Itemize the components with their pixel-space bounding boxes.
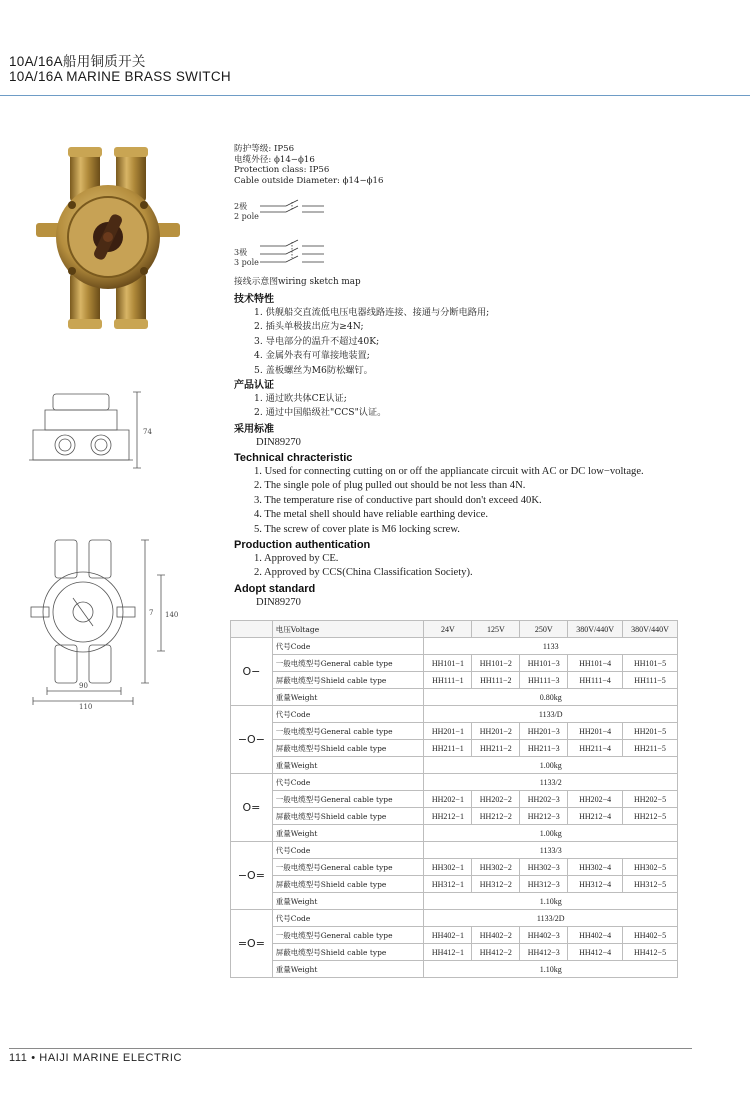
weight-label: 重量Weight xyxy=(272,825,424,842)
dim-h2: 140 xyxy=(165,611,179,619)
std-en-value: DIN89270 xyxy=(256,597,301,608)
table-row xyxy=(231,757,678,774)
table-row xyxy=(231,655,678,672)
pole3-cn: 3极 xyxy=(234,248,248,257)
table-row xyxy=(231,944,678,961)
general-cable-cell: HH302−3 xyxy=(520,859,568,876)
general-cable-cell: HH402−2 xyxy=(472,927,520,944)
table-row xyxy=(231,740,678,757)
wiring-sketch xyxy=(234,198,354,278)
table-row xyxy=(231,876,678,893)
shield-cable-cell: HH212−3 xyxy=(520,808,568,825)
weight-value: 0.80kg xyxy=(424,689,678,706)
switch-symbol-cell: O− xyxy=(231,638,273,706)
table-row xyxy=(231,672,678,689)
list-item: 2. 插头单极拔出应为≥4N; xyxy=(254,321,364,333)
std-cn-section xyxy=(234,423,714,449)
table-row xyxy=(231,638,678,655)
switch-symbol-cell: O= xyxy=(231,774,273,842)
list-item: 2. 通过中国船级社"CCS"认证。 xyxy=(254,407,387,419)
footer-rule xyxy=(9,1048,692,1049)
shield-cable-cell: HH412−3 xyxy=(520,944,568,961)
footer-brand: • HAIJI MARINE ELECTRIC xyxy=(31,1052,183,1064)
table-header-row xyxy=(231,621,678,638)
dim-w1: 90 xyxy=(79,682,88,690)
cert-cn-heading: 产品认证 xyxy=(234,380,274,391)
general-cable-cell: HH202−1 xyxy=(424,791,472,808)
list-item: 1. 供舰船交直流低电压电器线路连接、接通与分断电路用; xyxy=(254,307,490,318)
page-header xyxy=(9,54,749,84)
table-row xyxy=(231,723,678,740)
code-label: 代号Code xyxy=(272,774,424,791)
shield-cable-cell: HH312−3 xyxy=(520,876,568,893)
spec-lines xyxy=(234,144,383,186)
table-corner-cell xyxy=(231,621,273,638)
general-cable-cell: HH201−2 xyxy=(472,723,520,740)
general-cable-label: 一般电缆型号General cable type xyxy=(272,655,424,672)
cert-en-section xyxy=(234,538,714,581)
list-item: 2. Approved by CCS(China Classification Society). xyxy=(254,567,473,579)
list-item: 5. The screw of cover plate is M6 locking screw. xyxy=(254,523,460,535)
dim-w2: 110 xyxy=(79,703,93,710)
voltage-cell: 250V xyxy=(520,621,568,638)
shield-cable-cell: HH212−1 xyxy=(424,808,472,825)
cert-cn-section xyxy=(234,379,714,421)
list-item: 3. 导电部分的温升不超过40K; xyxy=(254,335,380,347)
shield-cable-cell: HH111−3 xyxy=(520,672,568,689)
product-photo xyxy=(32,143,184,333)
list-item: 4. 金属外表有可靠接地装置; xyxy=(254,350,370,362)
table-row xyxy=(231,791,678,808)
table-row xyxy=(231,774,678,791)
pole2-cn: 2极 xyxy=(234,202,248,211)
general-cable-label: 一般电缆型号General cable type xyxy=(272,859,424,876)
weight-label: 重量Weight xyxy=(272,757,424,774)
shield-cable-cell: HH312−1 xyxy=(424,876,472,893)
switch-symbol xyxy=(258,198,328,273)
list-item: 2. The single pole of plug pulled out should be not less than 4N. xyxy=(254,480,526,492)
page-footer xyxy=(9,1052,182,1064)
page-number: 111 xyxy=(9,1052,28,1064)
list-item: 1. 通过欧共体CE认证; xyxy=(254,393,347,404)
general-cable-cell: HH201−3 xyxy=(520,723,568,740)
general-cable-cell: HH101−2 xyxy=(472,655,520,672)
cert-en-heading: Production authentication xyxy=(234,539,371,551)
table-row xyxy=(231,825,678,842)
general-cable-cell: HH202−2 xyxy=(472,791,520,808)
std-cn-value: DIN89270 xyxy=(256,437,301,448)
general-cable-cell: HH101−4 xyxy=(568,655,623,672)
general-cable-cell: HH302−4 xyxy=(568,859,623,876)
list-item: 3. The temperature rise of conductive part should don't exceed 40K. xyxy=(254,494,542,506)
code-label: 代号Code xyxy=(272,842,424,859)
shield-cable-cell: HH412−2 xyxy=(472,944,520,961)
shield-cable-label: 屏蔽电缆型号Shield cable type xyxy=(272,876,424,893)
code-label: 代号Code xyxy=(272,638,424,655)
weight-label: 重量Weight xyxy=(272,689,424,706)
general-cable-cell: HH402−3 xyxy=(520,927,568,944)
general-cable-cell: HH302−1 xyxy=(424,859,472,876)
general-cable-cell: HH101−1 xyxy=(424,655,472,672)
tech-cn-section xyxy=(234,293,714,378)
shield-cable-label: 屏蔽电缆型号Shield cable type xyxy=(272,672,424,689)
title-en: 10A/16A MARINE BRASS SWITCH xyxy=(9,69,231,84)
table-row xyxy=(231,842,678,859)
shield-cable-cell: HH212−5 xyxy=(623,808,678,825)
table-row xyxy=(231,706,678,723)
spec-line: 防护等级: IP56 xyxy=(234,144,295,154)
side-view-drawing xyxy=(25,380,165,480)
title-cn: 10A/16A船用铜质开关 xyxy=(9,54,146,69)
weight-label: 重量Weight xyxy=(272,893,424,910)
header-rule xyxy=(0,95,750,96)
general-cable-cell: HH302−2 xyxy=(472,859,520,876)
voltage-cell: 125V xyxy=(472,621,520,638)
shield-cable-cell: HH111−5 xyxy=(623,672,678,689)
shield-cable-cell: HH312−4 xyxy=(568,876,623,893)
code-value: 1133 xyxy=(424,638,678,655)
weight-label: 重量Weight xyxy=(272,961,424,978)
general-cable-label: 一般电缆型号General cable type xyxy=(272,791,424,808)
table-row xyxy=(231,689,678,706)
pole3-en: 3 pole xyxy=(234,258,259,267)
spec-table xyxy=(230,620,678,978)
tech-en-heading: Technical chracteristic xyxy=(234,452,353,464)
dim-side-height: 74 xyxy=(143,428,152,436)
shield-cable-cell: HH412−4 xyxy=(568,944,623,961)
voltage-cell: 380V/440V xyxy=(568,621,623,638)
general-cable-cell: HH202−4 xyxy=(568,791,623,808)
voltage-cell: 380V/440V xyxy=(623,621,678,638)
shield-cable-cell: HH312−2 xyxy=(472,876,520,893)
list-item: 1. Approved by CE. xyxy=(254,553,339,564)
weight-value: 1.10kg xyxy=(424,893,678,910)
table-row xyxy=(231,910,678,927)
voltage-cell: 24V xyxy=(424,621,472,638)
list-item: 1. Used for connecting cutting on or off the appliancate circuit with AC or DC low−voltage. xyxy=(254,466,644,477)
general-cable-cell: HH101−5 xyxy=(623,655,678,672)
shield-cable-cell: HH211−2 xyxy=(472,740,520,757)
spec-line: Cable outside Diameter: ϕ14−ϕ16 xyxy=(234,175,384,186)
switch-symbol-cell: =O= xyxy=(231,910,273,978)
shield-cable-cell: HH211−3 xyxy=(520,740,568,757)
shield-cable-label: 屏蔽电缆型号Shield cable type xyxy=(272,808,424,825)
dim-h1: 7 xyxy=(149,609,154,617)
code-value: 1133/2 xyxy=(424,774,678,791)
general-cable-cell: HH202−3 xyxy=(520,791,568,808)
list-item: 5. 盖板螺丝为M6防松螺钉。 xyxy=(254,364,373,376)
shield-cable-label: 屏蔽电缆型号Shield cable type xyxy=(272,944,424,961)
switch-symbol-cell: −O= xyxy=(231,842,273,910)
shield-cable-cell: HH111−4 xyxy=(568,672,623,689)
weight-value: 1.00kg xyxy=(424,825,678,842)
switch-symbol-cell: −O− xyxy=(231,706,273,774)
general-cable-cell: HH302−5 xyxy=(623,859,678,876)
shield-cable-cell: HH211−5 xyxy=(623,740,678,757)
code-value: 1133/3 xyxy=(424,842,678,859)
tech-cn-heading: 技术特性 xyxy=(234,294,274,305)
shield-cable-cell: HH111−1 xyxy=(424,672,472,689)
general-cable-label: 一般电缆型号General cable type xyxy=(272,723,424,740)
code-value: 1133/2D xyxy=(424,910,678,927)
code-value: 1133/D xyxy=(424,706,678,723)
shield-cable-cell: HH412−5 xyxy=(623,944,678,961)
shield-cable-label: 屏蔽电缆型号Shield cable type xyxy=(272,740,424,757)
general-cable-cell: HH202−5 xyxy=(623,791,678,808)
table-row xyxy=(231,893,678,910)
shield-cable-cell: HH211−4 xyxy=(568,740,623,757)
general-cable-cell: HH201−5 xyxy=(623,723,678,740)
table-row xyxy=(231,927,678,944)
general-cable-cell: HH201−1 xyxy=(424,723,472,740)
shield-cable-cell: HH111−2 xyxy=(472,672,520,689)
general-cable-cell: HH402−5 xyxy=(623,927,678,944)
shield-cable-cell: HH212−4 xyxy=(568,808,623,825)
code-label: 代号Code xyxy=(272,910,424,927)
shield-cable-cell: HH211−1 xyxy=(424,740,472,757)
shield-cable-cell: HH212−2 xyxy=(472,808,520,825)
general-cable-cell: HH101−3 xyxy=(520,655,568,672)
voltage-label: 电压Voltage xyxy=(272,621,424,638)
tech-en-section xyxy=(234,451,714,537)
spec-line: Protection class: IP56 xyxy=(234,165,330,175)
spec-line: 电缆外径: ϕ14−ϕ16 xyxy=(234,154,315,165)
general-cable-cell: HH402−4 xyxy=(568,927,623,944)
table-row xyxy=(231,859,678,876)
table-row xyxy=(231,961,678,978)
pole2-en: 2 pole xyxy=(234,212,259,221)
std-cn-heading: 采用标准 xyxy=(234,424,274,435)
general-cable-label: 一般电缆型号General cable type xyxy=(272,927,424,944)
general-cable-cell: HH402−1 xyxy=(424,927,472,944)
weight-value: 1.10kg xyxy=(424,961,678,978)
front-view-drawing xyxy=(25,535,185,710)
code-label: 代号Code xyxy=(272,706,424,723)
weight-value: 1.00kg xyxy=(424,757,678,774)
wiring-caption: 接线示意图wiring sketch map xyxy=(234,277,361,287)
std-en-section xyxy=(234,582,714,609)
general-cable-cell: HH201−4 xyxy=(568,723,623,740)
shield-cable-cell: HH412−1 xyxy=(424,944,472,961)
list-item: 4. The metal shell should have reliable earthing device. xyxy=(254,509,488,521)
table-row xyxy=(231,808,678,825)
shield-cable-cell: HH312−5 xyxy=(623,876,678,893)
std-en-heading: Adopt standard xyxy=(234,583,316,595)
